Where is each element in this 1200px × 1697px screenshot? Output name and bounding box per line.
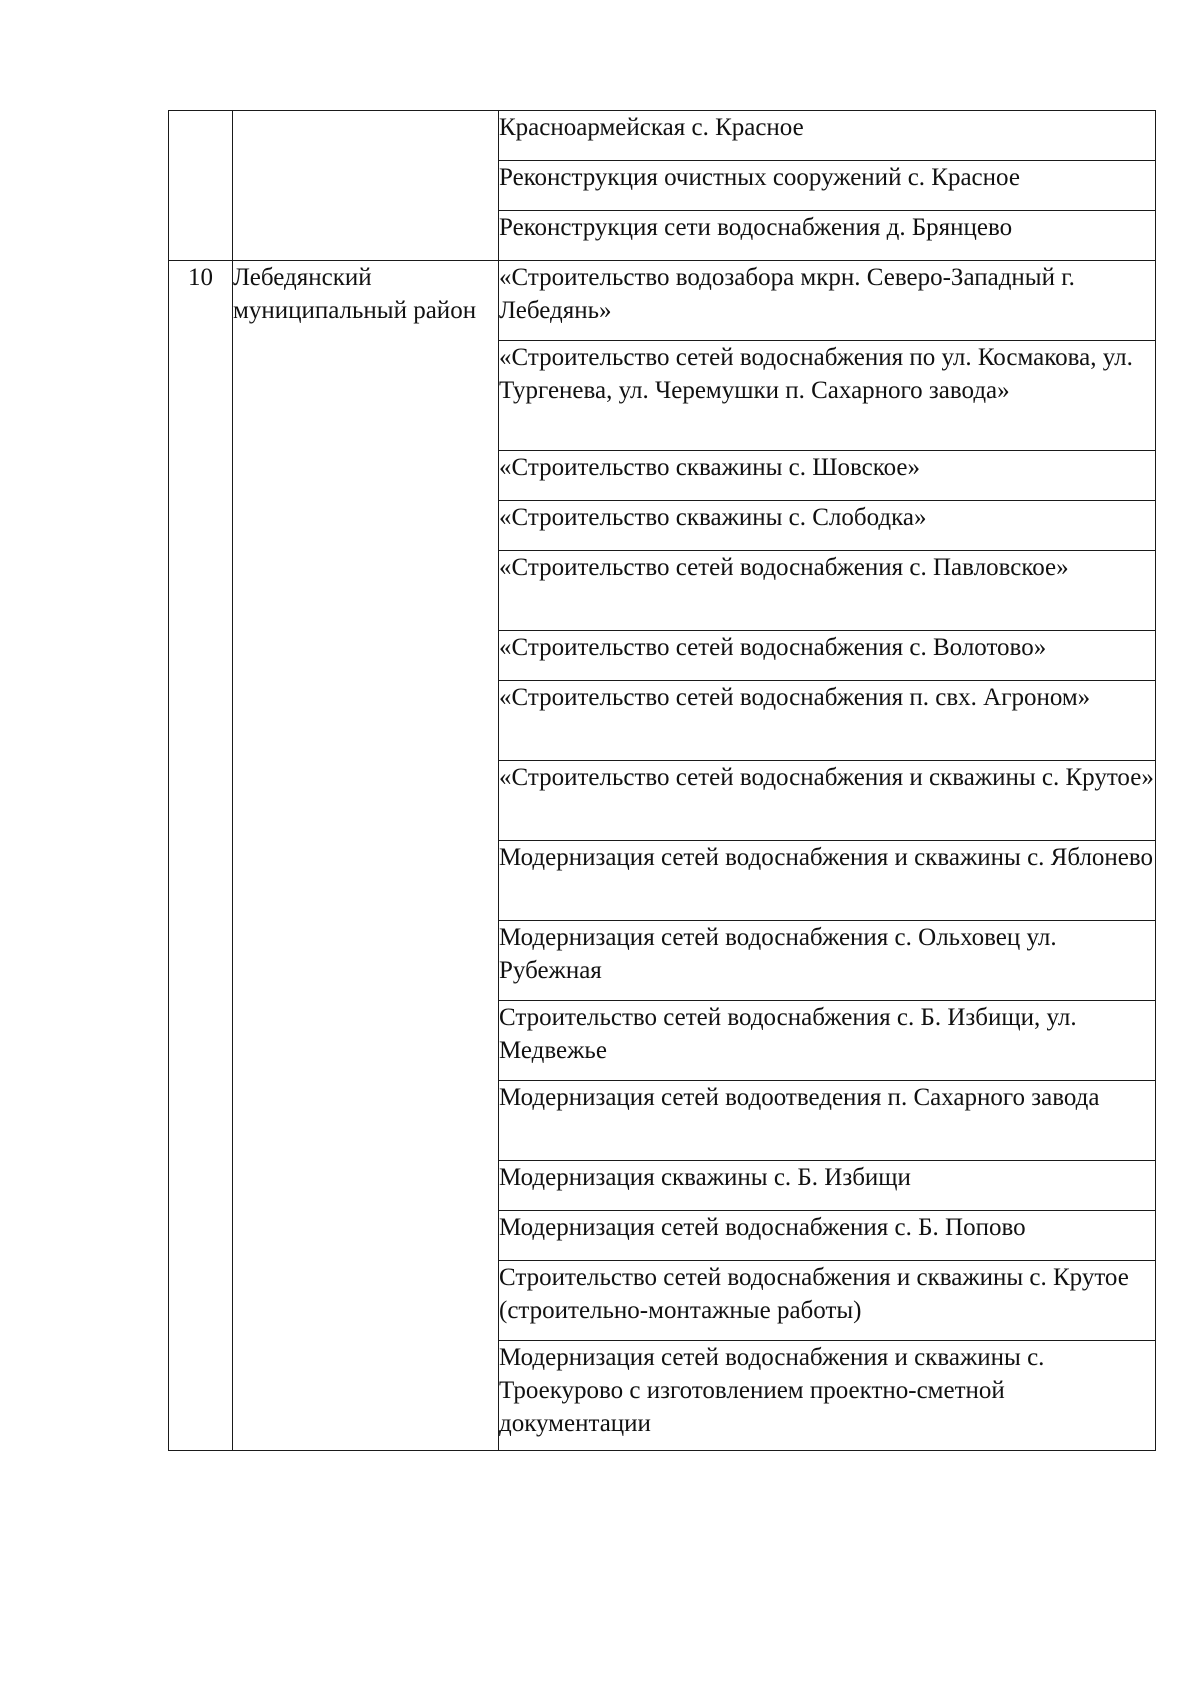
project-cell: «Строительство сетей водоснабжения с. Павловское» — [499, 551, 1156, 631]
project-cell: Модернизация сетей водоотведения п. Сахарного завода — [499, 1081, 1156, 1161]
table-row — [169, 261, 1156, 341]
project-cell: «Строительство скважины с. Слободка» — [499, 501, 1156, 551]
district-cell — [233, 111, 499, 261]
project-cell: «Строительство сетей водоснабжения и скважины с. Крутое» — [499, 761, 1156, 841]
project-cell: Модернизация скважины с. Б. Избищи — [499, 1161, 1156, 1211]
project-cell: «Строительство сетей водоснабжения п. свх. Агроном» — [499, 681, 1156, 761]
project-cell: Строительство сетей водоснабжения и скважины с. Крутое (строительно-монтажные работы) — [499, 1261, 1156, 1341]
district-cell: Лебедянский муниципальный район — [233, 261, 499, 1451]
project-cell: Модернизация сетей водоснабжения с. Б. Попово — [499, 1211, 1156, 1261]
projects-table — [168, 110, 1156, 1451]
project-cell: Модернизация сетей водоснабжения и скважины с. Троекурово с изготовлением проектно-сметной документации — [499, 1341, 1156, 1451]
project-cell: Реконструкция сети водоснабжения д. Брянцево — [499, 211, 1156, 261]
table-row — [169, 111, 1156, 161]
project-cell: «Строительство скважины с. Шовское» — [499, 451, 1156, 501]
projects-table-body — [169, 111, 1156, 1451]
project-cell: Красноармейская с. Красное — [499, 111, 1156, 161]
project-cell: «Строительство сетей водоснабжения с. Волотово» — [499, 631, 1156, 681]
row-number-cell: 10 — [169, 261, 233, 1451]
project-cell: Модернизация сетей водоснабжения и скважины с. Яблонево — [499, 841, 1156, 921]
project-cell: «Строительство водозабора мкрн. Северо-Западный г. Лебедянь» — [499, 261, 1156, 341]
project-cell: Модернизация сетей водоснабжения с. Ольховец ул. Рубежная — [499, 921, 1156, 1001]
project-cell: «Строительство сетей водоснабжения по ул. Космакова, ул. Тургенева, ул. Черемушки п. Сахарного завода» — [499, 341, 1156, 451]
row-number-cell — [169, 111, 233, 261]
project-cell: Строительство сетей водоснабжения с. Б. Избищи, ул. Медвежье — [499, 1001, 1156, 1081]
project-cell: Реконструкция очистных сооружений с. Красное — [499, 161, 1156, 211]
